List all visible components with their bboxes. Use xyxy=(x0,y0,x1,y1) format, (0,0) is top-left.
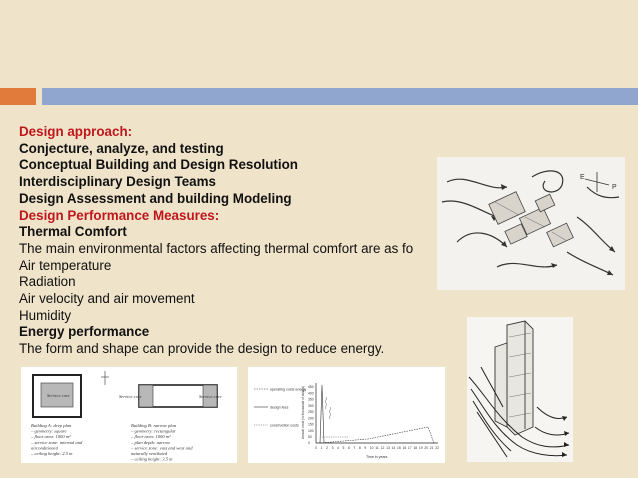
legend-label: construction costs xyxy=(270,423,299,428)
plan-b-note: – geometry: rectangular xyxy=(131,428,176,434)
plan-a-note: – geometry: square xyxy=(31,428,67,434)
text-line-1: Design approach: xyxy=(19,124,133,139)
plan-a-note: airconditioned xyxy=(31,445,58,451)
x-tick-label: 16 xyxy=(402,446,407,450)
y-tick-label: 300 xyxy=(308,403,314,408)
plan-a-note: – floor area: 1000 m² xyxy=(31,434,71,440)
plan-b-note: – floor area: 1000 m² xyxy=(131,434,171,440)
y-tick-label: 450 xyxy=(308,385,314,390)
x-tick-label: 4 xyxy=(337,446,339,450)
x-tick-label: 10 xyxy=(369,446,374,450)
x-tick-label: 17 xyxy=(407,446,412,450)
x-tick-label: 19 xyxy=(418,446,423,450)
y-tick-label: 0 xyxy=(308,441,310,446)
y-tick-label: 250 xyxy=(308,410,314,415)
x-tick-label: 18 xyxy=(413,446,418,450)
text-line-7: Thermal Comfort xyxy=(19,224,127,240)
y-tick-label: 150 xyxy=(308,422,314,427)
x-tick-label: 14 xyxy=(391,446,396,450)
building-plans-figure xyxy=(21,367,237,463)
accent-bar-orange xyxy=(0,88,36,105)
x-tick-label: 22 xyxy=(435,446,439,450)
x-tick-label: 12 xyxy=(380,446,385,450)
x-tick-label: 7 xyxy=(353,446,356,450)
x-tick-label: 11 xyxy=(375,446,379,450)
x-tick-label: 8 xyxy=(358,446,361,450)
plan-b-core-left-label: Service core xyxy=(119,394,142,399)
plan-b-note: – plan depth: narrow xyxy=(131,439,171,445)
slide-body-text xyxy=(19,124,449,358)
text-line-14: The form and shape can provide the design to reduce energy. xyxy=(19,341,385,357)
x-tick-label: 6 xyxy=(347,446,350,450)
cost-chart-figure xyxy=(248,367,445,463)
x-tick-label: 3 xyxy=(331,446,334,450)
x-tick-label: 5 xyxy=(342,446,345,450)
text-line-3: Conceptual Building and Design Resolution xyxy=(19,157,298,173)
x-tick-label: 20 xyxy=(424,446,429,450)
plan-a-note: Building A: deep plan xyxy=(31,423,72,428)
y-tick-label: 350 xyxy=(308,397,314,402)
plan-a-note: – service zone: internal and xyxy=(31,439,83,445)
text-line-4: Interdisciplinary Design Teams xyxy=(19,174,216,190)
x-tick-label: 21 xyxy=(429,446,434,450)
x-tick-label: 15 xyxy=(397,446,401,450)
plan-b-note: – service zone: east and west and xyxy=(131,445,193,451)
legend-label: operating costs energy xyxy=(270,387,307,392)
site-airflow-sketch xyxy=(437,157,625,290)
y-tick-label: 50 xyxy=(308,434,312,439)
accent-bar-blue xyxy=(42,88,638,105)
x-tick-label: 1 xyxy=(320,446,323,450)
plan-b-note: naturally ventilated xyxy=(131,451,168,456)
compass-label-p: P xyxy=(612,184,617,191)
y-tick-label: 200 xyxy=(308,416,314,421)
text-line-10: Radiation xyxy=(19,274,76,290)
y-tick-label: 100 xyxy=(308,428,314,433)
x-tick-label: 2 xyxy=(326,446,328,450)
tall-building-wind-sketch xyxy=(467,317,573,462)
text-line-5: Design Assessment and building Modeling xyxy=(19,190,292,206)
plan-b-note: – ceiling height: 3.5 m xyxy=(131,456,173,462)
plan-b-note: Building B: narrow plan xyxy=(131,423,177,428)
text-line-6: Design Performance Measures: xyxy=(19,207,220,223)
text-line-11: Air velocity and air movement xyxy=(19,291,195,307)
x-tick-label: 9 xyxy=(364,446,367,450)
x-tick-label: 13 xyxy=(386,446,390,450)
plan-a-core-label: Service core xyxy=(47,393,70,398)
legend-label: design fees xyxy=(270,405,289,410)
chart-y-label: Annual costs (in thousands of dollars) xyxy=(301,385,305,439)
text-line-12: Humidity xyxy=(19,307,72,323)
text-line-8: The main environmental factors affecting thermal comfort are as fo xyxy=(19,240,414,256)
text-line-2: Conjecture, analyze, and testing xyxy=(19,140,224,156)
plan-a-note: – ceiling height: 2.5 m xyxy=(31,451,73,456)
chart-x-label: Time in years xyxy=(366,455,388,459)
text-line-13: Energy performance xyxy=(19,324,150,340)
text-line-9: Air temperature xyxy=(19,257,112,273)
compass-label-e: E xyxy=(580,174,585,181)
y-tick-label: 400 xyxy=(308,391,314,396)
x-tick-label: 0 xyxy=(315,446,318,450)
plan-b-core-right-label: Service core xyxy=(199,394,222,399)
